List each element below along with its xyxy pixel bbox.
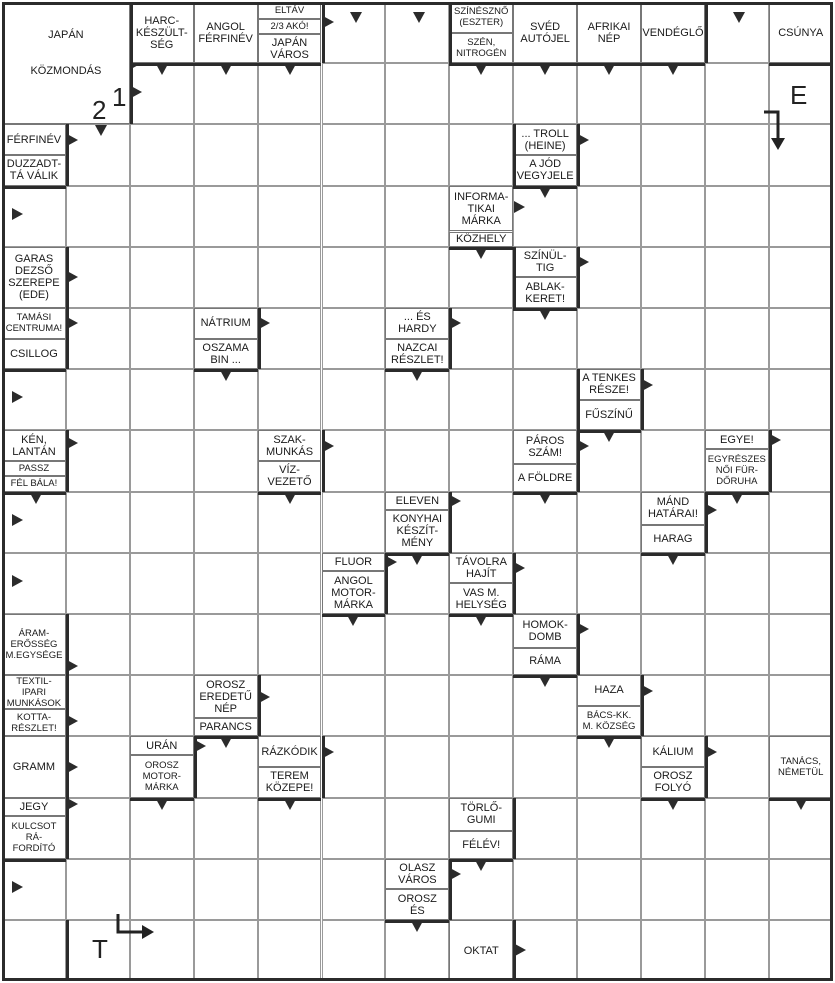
right-arrow-icon — [514, 201, 525, 213]
grid-border — [513, 553, 516, 614]
clue-ketharmad-ako: 2/3 AKÓ! — [258, 19, 322, 34]
clue-terem-kozepe: TEREM KÖZEPE! — [258, 767, 322, 798]
clue-eleven: ELEVEN — [385, 492, 449, 510]
letter-cell[interactable] — [769, 859, 833, 920]
letter-cell[interactable] — [705, 186, 769, 247]
letter-cell[interactable] — [385, 798, 449, 859]
grid-border — [258, 308, 261, 369]
grid-border — [2, 186, 66, 189]
letter-cell[interactable] — [385, 124, 449, 185]
letter-cell[interactable] — [130, 614, 194, 675]
letter-cell[interactable] — [449, 736, 513, 797]
letter-cell[interactable] — [194, 186, 258, 247]
grid-border — [66, 430, 69, 491]
letter-cell[interactable] — [513, 798, 577, 859]
clue-fel-bala: FÉL BÁLA! — [2, 476, 66, 491]
clue-eltav: ELTÁV — [258, 2, 322, 19]
grid-border — [322, 736, 325, 797]
clue-uran: URÁN — [130, 736, 194, 754]
clue-a-foldre: A FÖLDRE — [513, 464, 577, 492]
clue-csunya: CSÚNYA — [769, 2, 833, 63]
letter-cell[interactable] — [322, 859, 386, 920]
grid-border — [641, 553, 705, 556]
title-clue-line2: KÖZMONDÁS — [30, 65, 102, 77]
letter-cell[interactable] — [705, 859, 769, 920]
grid-border — [130, 798, 194, 801]
grid-border — [577, 430, 580, 491]
grid-border — [705, 2, 708, 63]
clue-bacs-kk-kozseg: BÁCS-KK. M. KÖZSÉG — [577, 706, 641, 737]
letter-cell[interactable] — [66, 553, 130, 614]
clue-mand-hatarai: MÁND HATÁRAI! — [641, 492, 705, 526]
vertical-elbow-arrow-icon — [114, 912, 159, 942]
grid-border — [830, 2, 833, 981]
grid-border — [449, 63, 705, 66]
grid-border — [322, 2, 325, 63]
letter-cell[interactable] — [258, 369, 322, 430]
grid-border — [258, 675, 261, 736]
letter-cell[interactable] — [577, 492, 641, 553]
letter-cell[interactable] — [385, 736, 449, 797]
letter-cell[interactable] — [705, 614, 769, 675]
letter-cell[interactable] — [705, 798, 769, 859]
grid-border — [2, 978, 833, 981]
letter-cell[interactable] — [258, 920, 322, 981]
clue-szineszno: SZÍNÉSZNŐ (ESZTER) — [449, 2, 513, 33]
clue-vas-m-helyseg: VAS M. HELYSÉG — [449, 583, 513, 614]
grid-border — [258, 798, 322, 801]
letter-cell[interactable] — [130, 124, 194, 185]
letter-cell[interactable] — [705, 675, 769, 736]
clue-ken-lantan: KÉN, LANTÁN — [2, 430, 66, 461]
letter-cell[interactable] — [577, 308, 641, 369]
clue-fuszinu: FŰSZÍNŰ — [577, 400, 641, 431]
grid-border — [577, 247, 580, 308]
clue-olasz-varos: OLASZ VÁROS — [385, 859, 449, 890]
right-arrow-icon — [12, 208, 23, 220]
clue-harag: HARAG — [641, 525, 705, 553]
grid-border — [513, 186, 577, 189]
letter-cell[interactable] — [705, 920, 769, 981]
clue-fluor: FLUOR — [322, 553, 386, 571]
letter-cell[interactable] — [322, 369, 386, 430]
grid-border — [641, 798, 705, 801]
clue-harckeszultseg: HARC- KÉSZÜLT- SÉG — [130, 2, 194, 63]
grid-border — [577, 736, 641, 739]
clue-ferfinev: FÉRFINÉV — [2, 124, 66, 155]
letter-cell[interactable] — [769, 614, 833, 675]
letter-cell[interactable] — [769, 920, 833, 981]
grid-border — [577, 124, 580, 185]
right-arrow-icon — [12, 881, 23, 893]
letter-cell[interactable] — [641, 430, 705, 491]
grid-border — [769, 63, 833, 66]
grid-border — [513, 124, 516, 185]
letter-cell[interactable] — [194, 798, 258, 859]
letter-cell[interactable] — [130, 430, 194, 491]
letter-cell[interactable] — [577, 553, 641, 614]
letter-cell[interactable] — [705, 308, 769, 369]
letter-cell[interactable] — [130, 859, 194, 920]
clue-textilipari: TEXTIL- IPARI MUNKÁSOK — [2, 675, 66, 709]
letter-cell[interactable] — [705, 124, 769, 185]
letter-cell[interactable] — [322, 247, 386, 308]
title-clue-block — [2, 2, 130, 124]
clue-jegy: JEGY — [2, 798, 66, 816]
clue-angol-ferfinev: ANGOL FÉRFINÉV — [194, 2, 258, 63]
grid-border — [130, 63, 322, 66]
grid-border — [385, 920, 449, 923]
grid-border — [449, 492, 452, 553]
grid-border — [449, 2, 452, 63]
grid-border — [66, 920, 69, 981]
down-arrow-icon — [350, 12, 362, 23]
letter-cell[interactable] — [258, 859, 322, 920]
clue-felev: FÉLÉV! — [449, 831, 513, 859]
clue-vizvezeto: VÍZ- VEZETŐ — [258, 461, 322, 492]
letter-cell[interactable] — [769, 675, 833, 736]
letter-cell[interactable] — [641, 859, 705, 920]
letter-cell[interactable] — [641, 124, 705, 185]
grid-border — [577, 614, 580, 675]
letter-cell[interactable] — [130, 553, 194, 614]
grid-border — [577, 430, 641, 433]
down-arrow-icon — [733, 12, 745, 23]
start-number-2: 2 — [92, 95, 107, 125]
clue-egye: EGYE! — [705, 430, 769, 448]
letter-cell[interactable] — [449, 124, 513, 185]
letter-cell[interactable] — [130, 675, 194, 736]
clue-kozhely: KÖZHELY — [449, 232, 513, 247]
letter-cell[interactable] — [130, 492, 194, 553]
letter-cell[interactable] — [513, 736, 577, 797]
letter-cell[interactable] — [322, 675, 386, 736]
clue-es-hardy: ... ÉS HARDY — [385, 308, 449, 339]
letter-cell[interactable] — [769, 553, 833, 614]
clue-orosz-motormarka: OROSZ MOTOR- MÁRKA — [130, 755, 194, 798]
grid-border — [513, 492, 577, 495]
clue-szen-nitrogen: SZÉN, NITROGÉN — [449, 33, 513, 64]
start-number-1: 1 — [112, 82, 127, 112]
clue-orosz-eredetu-nep: OROSZ EREDETŰ NÉP — [194, 675, 258, 718]
clue-tenkes-resze: A TENKES RÉSZE! — [577, 369, 641, 400]
grid-border — [513, 920, 516, 981]
letter-cell[interactable] — [769, 247, 833, 308]
letter-cell[interactable] — [769, 369, 833, 430]
grid-border — [449, 859, 452, 920]
clue-nazcai-reszlet: NAZCAI RÉSZLET! — [385, 339, 449, 370]
clue-egyreszes-noi: EGYRÉSZES NŐI FÜR- DŐRUHA — [705, 449, 769, 492]
grid-border — [258, 492, 322, 495]
letter-cell[interactable] — [769, 186, 833, 247]
letter-cell[interactable] — [577, 920, 641, 981]
clue-sved-autojel: SVÉD AUTÓJEL — [513, 2, 577, 63]
letter-cell[interactable] — [513, 859, 577, 920]
clue-csillog: CSILLOG — [2, 339, 66, 370]
clue-natrium: NÁTRIUM — [194, 308, 258, 339]
grid-border — [385, 553, 388, 614]
grid-border — [705, 736, 708, 797]
letter-cell[interactable] — [194, 247, 258, 308]
letter-cell[interactable] — [769, 308, 833, 369]
letter-cell[interactable] — [385, 63, 449, 124]
grid-border — [449, 859, 513, 862]
grid-border — [769, 798, 833, 801]
letter-cell[interactable] — [322, 63, 386, 124]
clue-duzzadtta-valik: DUZZADT- TÁ VÁLIK — [2, 155, 66, 186]
clue-troll: ... TROLL (HEINE) — [513, 124, 577, 155]
right-arrow-icon — [12, 514, 23, 526]
grid-border — [641, 675, 644, 736]
clue-konyhai-keszitmeny: KONYHAI KÉSZÍT- MÉNY — [385, 510, 449, 553]
right-arrow-icon — [12, 391, 23, 403]
letter-cell[interactable] — [385, 247, 449, 308]
clue-japan-varos: JAPÁN VÁROS — [258, 34, 322, 63]
letter-cell[interactable] — [449, 369, 513, 430]
clue-garas-dezso: GARAS DEZSŐ SZEREPE (EDE) — [2, 247, 66, 308]
letter-cell[interactable] — [258, 247, 322, 308]
letter-cell[interactable] — [322, 186, 386, 247]
letter-cell[interactable] — [322, 308, 386, 369]
letter-cell[interactable] — [322, 492, 386, 553]
grid-border — [449, 247, 513, 250]
grid-border — [66, 614, 69, 859]
letter-cell[interactable] — [194, 614, 258, 675]
clue-orosz-es: OROSZ ÉS — [385, 889, 449, 920]
letter-cell[interactable] — [194, 553, 258, 614]
letter-cell[interactable] — [641, 186, 705, 247]
letter-cell[interactable] — [66, 369, 130, 430]
grid-border — [705, 492, 769, 495]
letter-cell[interactable] — [130, 247, 194, 308]
letter-cell[interactable] — [577, 859, 641, 920]
grid-border — [194, 369, 258, 372]
clue-parancs: PARANCS — [194, 718, 258, 736]
clue-oktat: OKTAT — [449, 920, 513, 981]
grid-border — [322, 614, 386, 617]
right-arrow-icon — [515, 944, 526, 956]
letter-cell[interactable] — [385, 430, 449, 491]
clue-rama: RÁMA — [513, 648, 577, 676]
letter-cell[interactable] — [66, 186, 130, 247]
grid-border — [449, 614, 513, 617]
letter-cell[interactable] — [705, 553, 769, 614]
clue-jod-vegyjele: A JÓD VEGYJELE — [513, 155, 577, 186]
clue-vendeglo: VENDÉGLŐ — [641, 2, 705, 63]
clue-haza: HAZA — [577, 675, 641, 706]
letter-cell[interactable] — [194, 859, 258, 920]
grid-border — [641, 369, 644, 430]
letter-cell[interactable] — [577, 798, 641, 859]
grid-border — [66, 247, 69, 369]
clue-ablakkeret: ABLAK- KERET! — [513, 277, 577, 308]
grid-border — [769, 430, 772, 491]
letter-cell[interactable] — [577, 186, 641, 247]
clue-szinultig: SZÍNÜL- TIG — [513, 247, 577, 278]
letter-cell[interactable] — [194, 492, 258, 553]
title-clue-line1: JAPÁN — [48, 29, 84, 41]
letter-cell[interactable] — [66, 859, 130, 920]
clue-gramm: GRAMM — [2, 736, 66, 797]
clue-szakmunkas: SZAK- MUNKÁS — [258, 430, 322, 461]
letter-cell[interactable] — [258, 675, 322, 736]
letter-cell[interactable] — [641, 247, 705, 308]
clue-kulcsot-raforditt: KULCSOT RÁ- FORDÍTÓ — [2, 816, 66, 859]
grid-border — [2, 492, 66, 495]
letter-cell[interactable] — [194, 430, 258, 491]
down-arrow-icon — [95, 125, 107, 136]
letter-cell[interactable] — [66, 492, 130, 553]
grid-border — [513, 675, 577, 678]
grid-border — [513, 308, 577, 311]
grid-border — [2, 369, 66, 372]
clue-razkodik: RÁZKÓDIK — [258, 736, 322, 767]
clue-informatikai-marka: INFORMA- TIKAI MÁRKA — [449, 186, 513, 232]
grid-border — [2, 2, 833, 5]
clue-homokdomb: HOMOK- DOMB — [513, 614, 577, 648]
grid-border — [385, 553, 449, 556]
letter-cell[interactable] — [130, 369, 194, 430]
grid-border — [705, 492, 708, 553]
clue-passz: PASSZ — [2, 461, 66, 476]
letter-cell[interactable] — [322, 798, 386, 859]
clue-orosz-folyo: OROSZ FOLYÓ — [641, 767, 705, 798]
grid-border — [2, 859, 66, 862]
grid-border — [513, 247, 516, 308]
letter-cell[interactable] — [194, 124, 258, 185]
grid-border — [513, 798, 516, 859]
letter-cell[interactable] — [705, 247, 769, 308]
letter-cell[interactable] — [641, 308, 705, 369]
letter-cell[interactable] — [385, 186, 449, 247]
letter-cell[interactable] — [641, 920, 705, 981]
horizontal-marker: E — [790, 80, 808, 110]
grid-border — [130, 63, 133, 124]
letter-cell[interactable] — [258, 614, 322, 675]
clue-tanacs-nemetul: TANÁCS, NÉMETÜL — [769, 736, 833, 797]
grid-border — [194, 736, 258, 739]
letter-cell[interactable] — [194, 920, 258, 981]
letter-cell[interactable] — [769, 492, 833, 553]
right-arrow-icon — [12, 575, 23, 587]
clue-angol-motormarka: ANGOL MOTOR- MÁRKA — [322, 571, 386, 614]
clue-kottareszlet: KOTTA- RÉSZLET! — [2, 709, 66, 737]
grid-border — [194, 736, 197, 797]
letter-cell[interactable] — [449, 675, 513, 736]
letter-cell[interactable] — [130, 186, 194, 247]
letter-cell[interactable] — [385, 614, 449, 675]
letter-cell[interactable] — [130, 308, 194, 369]
letter-cell[interactable] — [66, 675, 130, 736]
clue-torlogumi: TÖRLŐ- GUMI — [449, 798, 513, 832]
horizontal-elbow-arrow-icon — [762, 110, 792, 155]
vertical-marker: T — [92, 934, 108, 964]
grid-border — [385, 369, 449, 372]
down-arrow-icon — [413, 12, 425, 23]
letter-cell[interactable] — [705, 369, 769, 430]
letter-cell[interactable] — [2, 920, 66, 981]
clue-afrikai-nep: AFRIKAI NÉP — [577, 2, 641, 63]
clue-tavolra-hajit: TÁVOLRA HAJÍT — [449, 553, 513, 584]
clue-aramerosseg: ÁRAM- ERŐSSÉG M.EGYSÉGE — [2, 614, 66, 675]
grid-border — [130, 2, 133, 63]
letter-cell[interactable] — [322, 124, 386, 185]
clue-tamasi-centruma: TAMÁSI CENTRUMA! — [2, 308, 66, 339]
grid-border — [322, 430, 325, 491]
letter-cell[interactable] — [513, 369, 577, 430]
letter-cell[interactable] — [258, 124, 322, 185]
grid-border — [66, 124, 69, 185]
letter-cell[interactable] — [705, 63, 769, 124]
letter-cell[interactable] — [258, 553, 322, 614]
grid-border — [449, 308, 452, 369]
letter-cell[interactable] — [641, 614, 705, 675]
grid-border — [577, 369, 580, 430]
crossword-board — [2, 2, 833, 981]
clue-paros-szam: PÁROS SZÁM! — [513, 430, 577, 464]
letter-cell[interactable] — [322, 920, 386, 981]
clue-oszama-bin: OSZAMA BIN ... — [194, 339, 258, 370]
clue-kalium: KÁLIUM — [641, 736, 705, 767]
letter-cell[interactable] — [449, 430, 513, 491]
letter-cell[interactable] — [258, 186, 322, 247]
letter-cell[interactable] — [385, 675, 449, 736]
